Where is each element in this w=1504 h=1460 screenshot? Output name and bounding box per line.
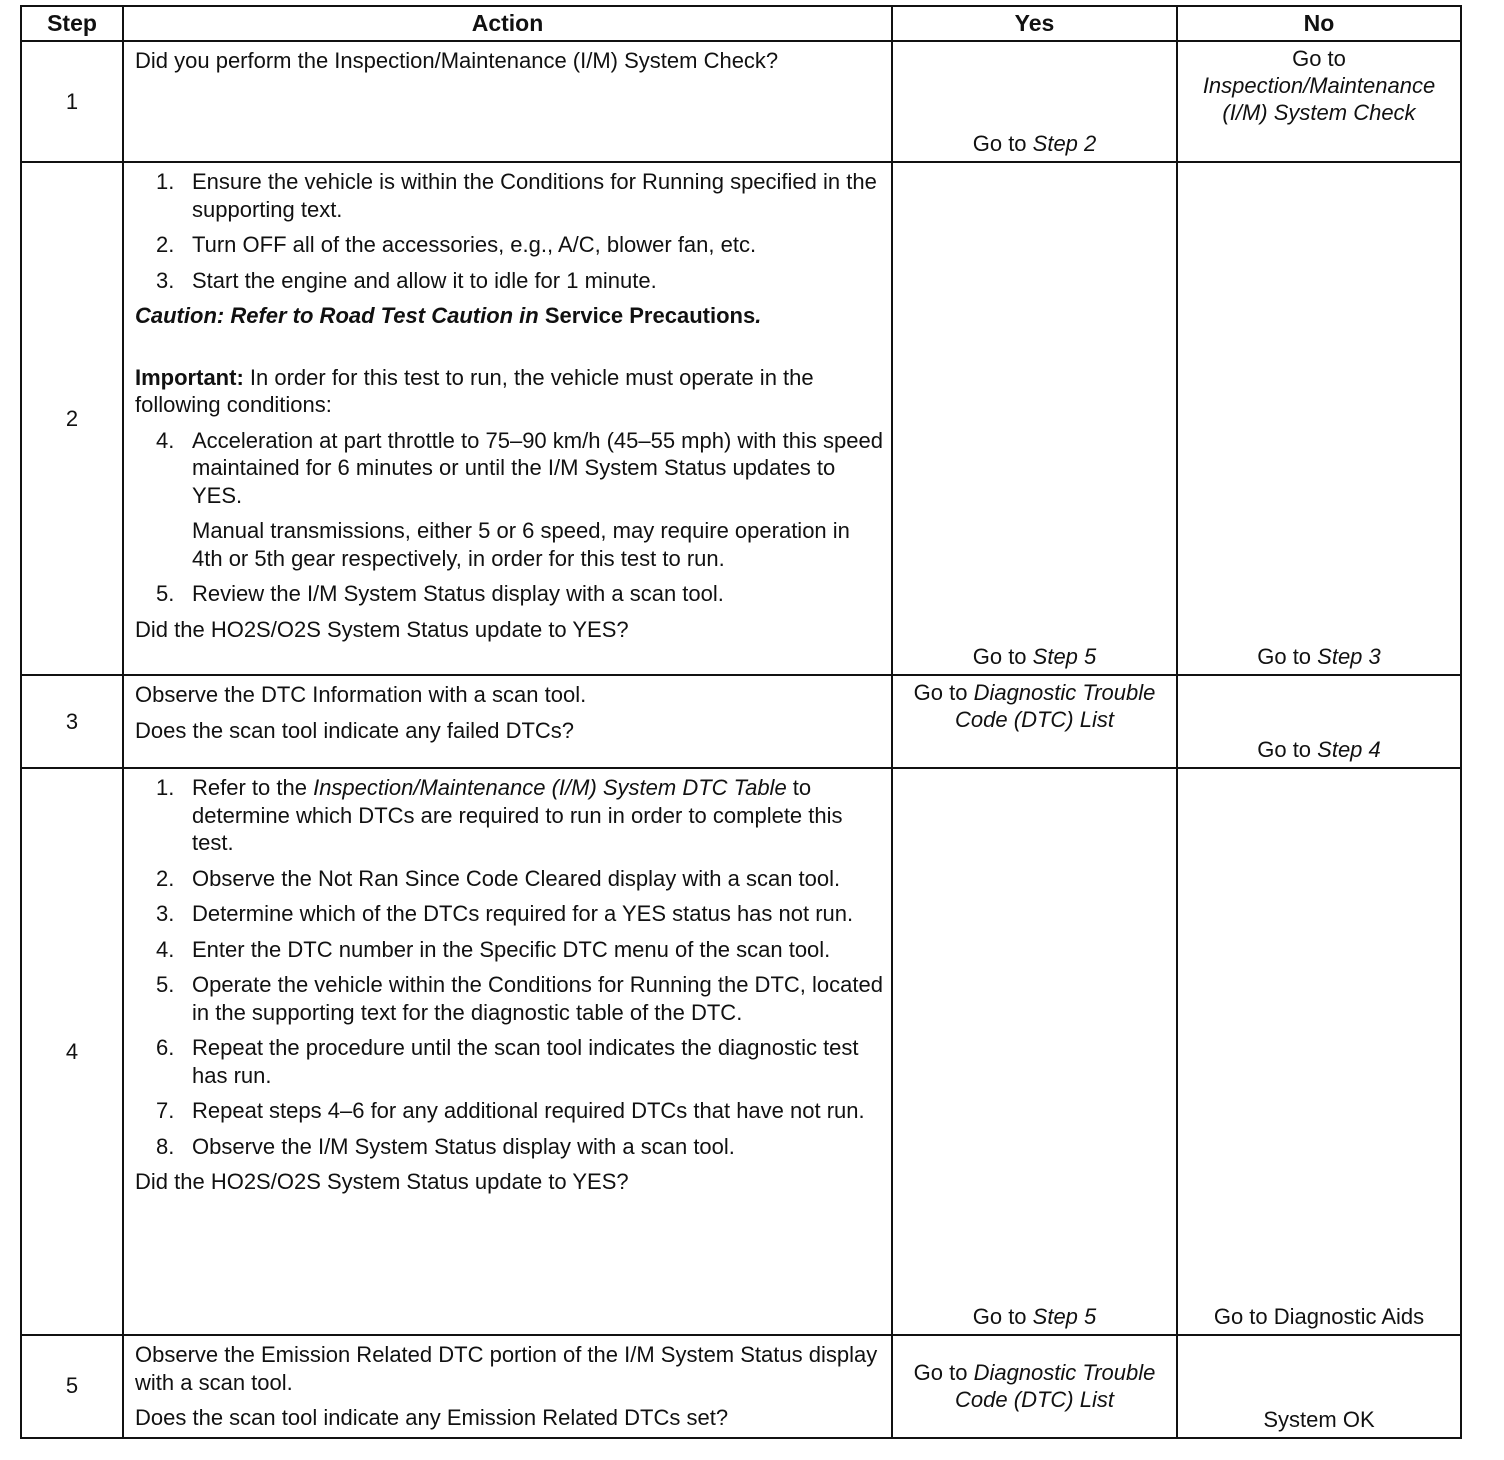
diagnostic-table [20,5,1462,1439]
im-dtc-table-link[interactable]: Inspection/Maintenance (I/M) System DTC Table [313,775,787,800]
action-cell [123,768,892,1335]
list-item: 2. Observe the Not Ran Since Code Cleared display with a scan tool. [156,865,841,891]
list-item: 2. Turn OFF all of the accessories, e.g., A/C, blower fan, etc. [156,232,757,257]
yes-link-dtc-list[interactable]: Diagnostic Trouble Code (DTC) List [955,1359,1156,1412]
step-list [135,168,883,294]
question-text: Did you perform the Inspection/Maintenance (I/M) System Check? [135,48,779,73]
header-no: No [1177,6,1461,41]
header-action: Action [123,6,892,41]
yes-cell: Go to Step 2 [892,41,1177,162]
no-link-diagnostic-aids[interactable]: Go to Diagnostic Aids [1213,1304,1425,1329]
yes-link-step-5[interactable]: Step 5 [1032,1304,1097,1329]
list-item: 1. Ensure the vehicle is within the Conditions for Running specified in the supporting text. [156,169,877,222]
step-list [135,774,883,1160]
list-item: 7. Repeat steps 4–6 for any additional required DTCs that have not run. [156,1098,865,1123]
list-item: 8. Observe the I/M System Status display with a scan tool. [156,1133,735,1159]
yes-cell: Go to Step 5 [892,768,1177,1335]
action-text: Observe the Emission Related DTC portion of the I/M System Status display with a scan tool. [135,1342,878,1395]
no-link-im-system-check[interactable]: Inspection/Maintenance (I/M) System Check [1202,73,1436,125]
important-note: Important: In order for this test to run, the vehicle must operate in the following conditions: [135,364,814,417]
list-item: 5. Review the I/M System Status display with a scan tool. [156,581,724,606]
no-cell [1177,1335,1461,1438]
table-row-step-2 [21,162,1461,675]
action-cell [123,1335,892,1438]
manual-transmission-note: Manual transmissions, either 5 or 6 speed, may require operation in 4th or 5th gear respectively, in order for this test to run. [192,518,850,571]
caution-note: Caution: Refer to Road Test Caution in Service Precautions. [135,303,762,328]
yes-link-step-2[interactable]: Step 2 [1032,131,1097,156]
step-number: 5 [21,1335,123,1438]
yes-cell: Go to Step 5 [892,162,1177,675]
header-yes: Yes [892,6,1177,41]
yes-cell: Go to Diagnostic Trouble Code (DTC) List [892,675,1177,768]
yes-link-dtc-list[interactable]: Diagnostic Trouble Code (DTC) List [955,680,1156,732]
no-link-step-3[interactable]: Step 3 [1317,644,1381,669]
question-text: Does the scan tool indicate any Emission Related DTCs set? [135,1405,729,1430]
service-precautions-link[interactable]: Service Precautions [544,303,756,328]
action-cell [123,675,892,768]
action-cell [123,41,892,162]
list-item: 5. Operate the vehicle within the Conditions for Running the DTC, located in the supporting text for the diagnostic table of the DTC. [156,972,883,1025]
list-item: 6. Repeat the procedure until the scan tool indicates the diagnostic test has run. [156,1035,859,1088]
question-text: Did the HO2S/O2S System Status update to YES? [135,616,629,642]
no-cell [1177,768,1461,1335]
list-item: 3. Determine which of the DTCs required for a YES status has not run. [156,901,854,926]
yes-cell: Go to Diagnostic Trouble Code (DTC) List [892,1335,1177,1438]
step-number: 3 [21,675,123,768]
table-row-step-5 [21,1335,1461,1438]
list-item: 4. Acceleration at part throttle to 75–90 km/h (45–55 mph) with this speed maintained for 6 minutes or until the I/M System Status updates to YES. [156,427,883,508]
action-cell [123,162,892,675]
header-step: Step [21,6,123,41]
question-text: Did the HO2S/O2S System Status update to YES? [135,1169,629,1194]
no-cell: Go to Step 3 [1177,162,1461,675]
list-item: 1. Refer to the Inspection/Maintenance (I/M) System DTC Table to determine which DTCs are required to run in order to complete this test. [156,775,843,855]
step-number: 1 [21,41,123,162]
no-link-step-4[interactable]: Step 4 [1317,737,1381,762]
no-cell: Go to Inspection/Maintenance (I/M) System Check [1177,41,1461,162]
action-text: Observe the DTC Information with a scan tool. [135,682,587,707]
no-cell: Go to Step 4 [1177,675,1461,768]
table-row-step-1 [21,41,1461,162]
header-row [21,6,1461,41]
step-list [135,427,883,510]
system-ok-text: System OK [1263,1406,1375,1432]
list-item: 4. Enter the DTC number in the Specific DTC menu of the scan tool. [156,936,831,962]
list-item: 3. Start the engine and allow it to idle for 1 minute. [156,267,657,293]
table-row-step-4 [21,768,1461,1335]
yes-link-step-5[interactable]: Step 5 [1032,644,1097,669]
step-number: 4 [21,768,123,1335]
step-list [135,580,883,608]
question-text: Does the scan tool indicate any failed DTCs? [135,717,575,743]
table-row-step-3 [21,675,1461,768]
step-number: 2 [21,162,123,675]
